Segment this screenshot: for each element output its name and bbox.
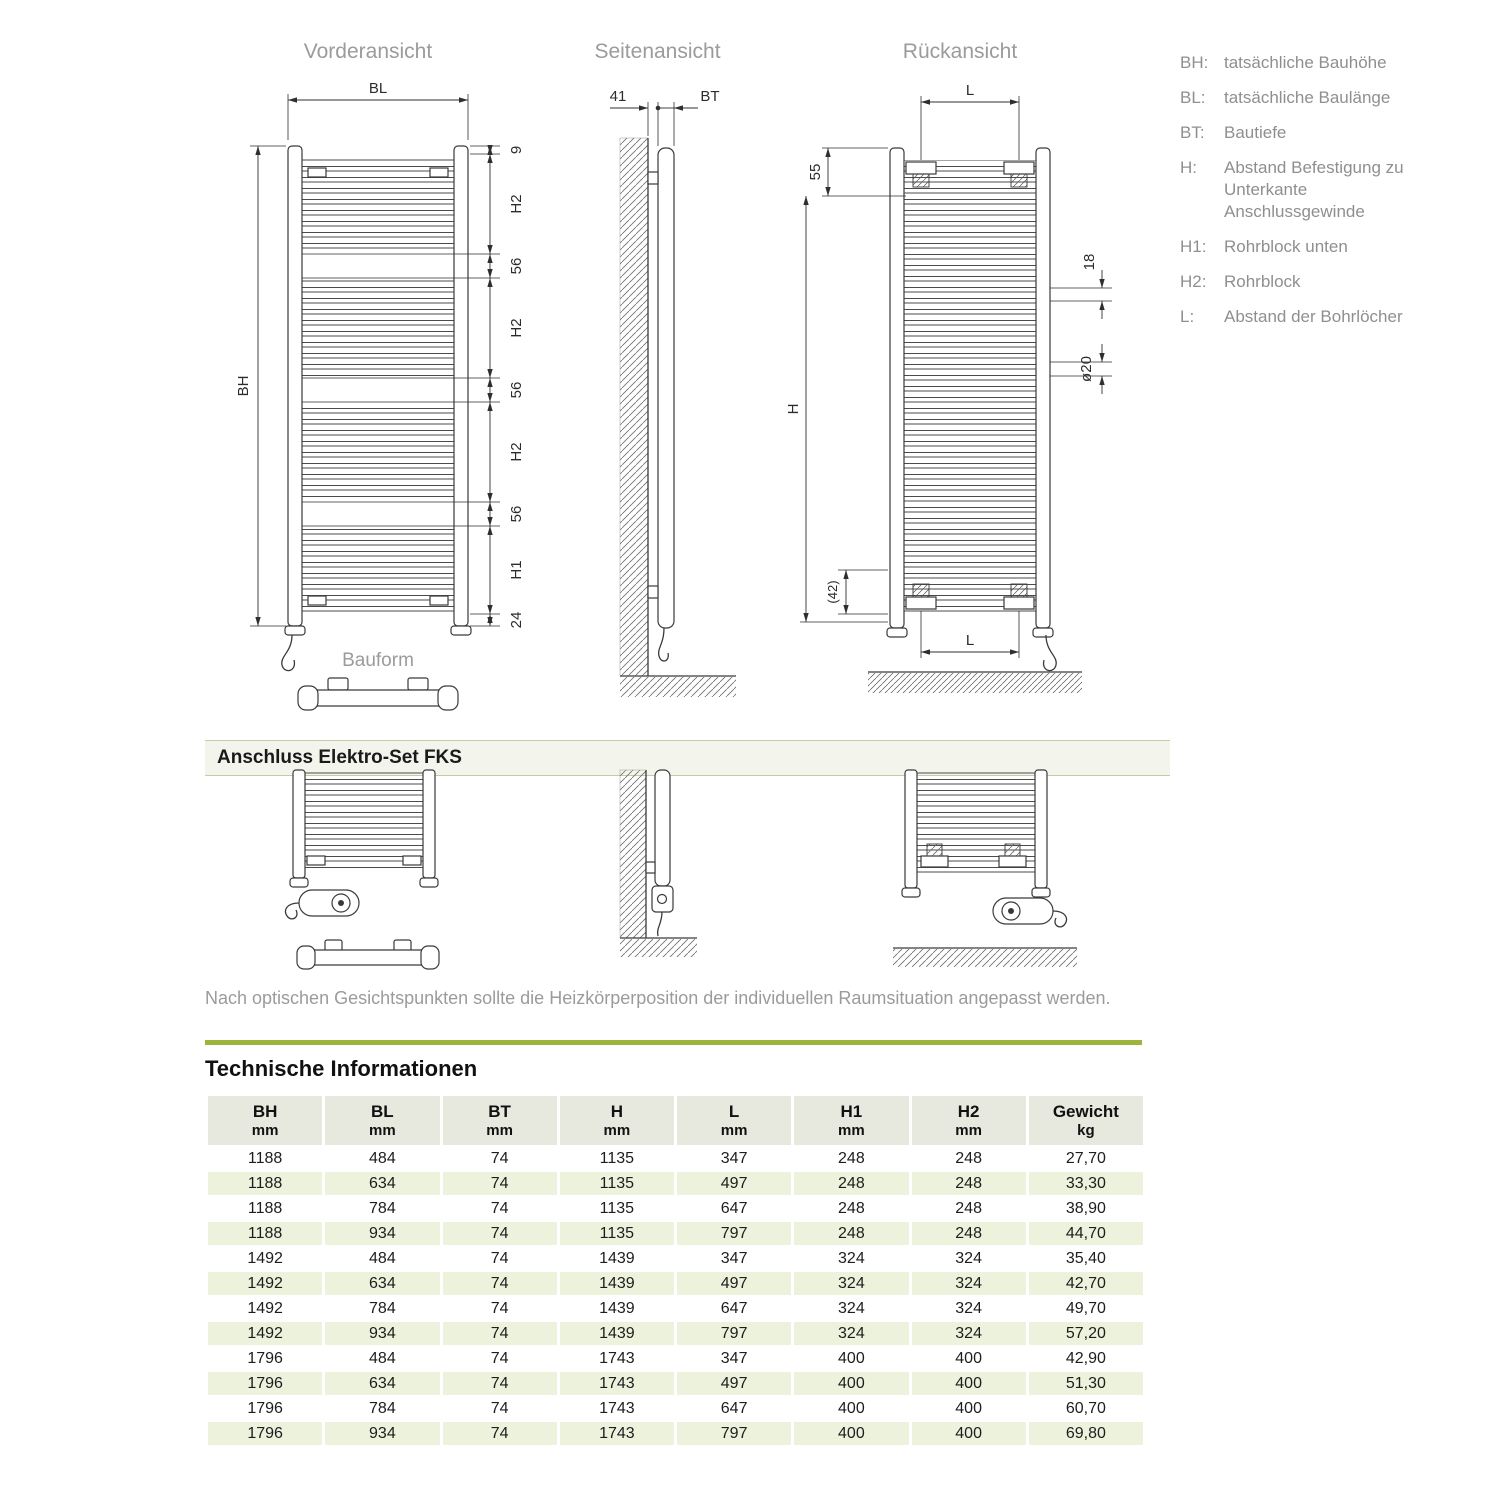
table-cell: 1439 <box>560 1322 674 1345</box>
table-cell: 400 <box>794 1397 908 1420</box>
table-cell: 934 <box>325 1322 439 1345</box>
table-cell: 1135 <box>560 1197 674 1220</box>
table-row <box>208 1347 1143 1370</box>
column-header: Gewicht kg <box>1029 1096 1143 1145</box>
svg-text:ø20: ø20 <box>1078 356 1095 382</box>
table-cell: 51,30 <box>1029 1372 1143 1395</box>
mounting-bracket <box>927 844 942 856</box>
table-cell: 324 <box>912 1297 1026 1320</box>
anschluss-title: Anschluss Elektro-Set FKS <box>217 747 462 768</box>
table-cell: 1492 <box>208 1247 322 1270</box>
elektro-side-drawing <box>620 770 697 957</box>
dim-bl <box>288 80 468 140</box>
dim-bh <box>235 146 286 626</box>
table-cell: 634 <box>325 1172 439 1195</box>
radiator-side-profile <box>648 148 674 661</box>
column-header: BL mm <box>325 1096 439 1145</box>
mounting-bracket <box>1011 584 1027 597</box>
svg-text:BL: BL <box>368 80 388 97</box>
front-view-title: Vorderansicht <box>303 40 433 63</box>
dim-dia20 <box>1050 344 1112 394</box>
legend-abbr: L: <box>1180 307 1195 326</box>
table-cell: 248 <box>794 1147 908 1170</box>
table-cell: 27,70 <box>1029 1147 1143 1170</box>
table-cell: 497 <box>677 1272 791 1295</box>
wall-section <box>620 138 736 697</box>
table-cell: 797 <box>677 1322 791 1345</box>
svg-text:H2: H2 <box>508 318 525 338</box>
legend-abbr: BL: <box>1180 88 1206 107</box>
table-cell: 74 <box>443 1247 557 1270</box>
svg-text:BH: BH <box>235 375 252 397</box>
element-cable <box>286 903 300 919</box>
elektro-set-drawings <box>205 778 1170 985</box>
table-cell: 324 <box>912 1272 1026 1295</box>
table-cell: 497 <box>677 1372 791 1395</box>
table-cell: 324 <box>794 1247 908 1270</box>
table-cell: 1135 <box>560 1172 674 1195</box>
side-view-title: Seitenansicht <box>594 40 721 63</box>
table-cell: 74 <box>443 1297 557 1320</box>
column-header: BH mm <box>208 1096 322 1145</box>
mounting-bracket <box>1011 174 1027 187</box>
table-cell: 38,90 <box>1029 1197 1143 1220</box>
svg-text:9: 9 <box>508 145 525 155</box>
table-head <box>208 1096 1143 1145</box>
table-cell: 484 <box>325 1247 439 1270</box>
table-cell: 1439 <box>560 1247 674 1270</box>
table-cell: 74 <box>443 1147 557 1170</box>
table-cell: 784 <box>325 1297 439 1320</box>
mounting-bracket <box>913 174 929 187</box>
front-view-drawing <box>228 66 530 734</box>
legend-text: Abstand der Bohrlöcher <box>1224 307 1403 326</box>
column-header: BT mm <box>443 1096 557 1145</box>
table-cell: 400 <box>794 1347 908 1370</box>
svg-text:41: 41 <box>609 88 627 105</box>
table-title: Technische Informationen <box>205 1056 478 1081</box>
mounting-bracket <box>913 584 929 597</box>
table-cell: 324 <box>794 1272 908 1295</box>
table-cell: 324 <box>794 1297 908 1320</box>
table-cell: 400 <box>912 1422 1026 1445</box>
table-row <box>208 1272 1143 1295</box>
table-cell: 400 <box>794 1372 908 1395</box>
table-cell: 248 <box>794 1172 908 1195</box>
table-cell: 1135 <box>560 1147 674 1170</box>
table-row <box>208 1322 1143 1345</box>
table-cell: 57,20 <box>1029 1322 1143 1345</box>
table-cell: 1188 <box>208 1172 322 1195</box>
table-cell: 484 <box>325 1347 439 1370</box>
table-cell: 248 <box>912 1197 1026 1220</box>
table-cell: 1188 <box>208 1147 322 1170</box>
table-row <box>208 1172 1143 1195</box>
table-cell: 400 <box>794 1422 908 1445</box>
legend-abbr: H2: <box>1180 272 1207 291</box>
table-row <box>208 1297 1143 1320</box>
table-cell: 33,30 <box>1029 1172 1143 1195</box>
table-cell: 400 <box>912 1347 1026 1370</box>
svg-text:56: 56 <box>508 381 525 399</box>
table-cell: 1796 <box>208 1372 322 1395</box>
table-cell: 400 <box>912 1397 1026 1420</box>
dim-18 <box>1050 254 1112 319</box>
power-cable <box>659 628 669 661</box>
table-cell: 1492 <box>208 1272 322 1295</box>
table-cell: 42,90 <box>1029 1347 1143 1370</box>
table-cell: 74 <box>443 1197 557 1220</box>
table-cell: 347 <box>677 1247 791 1270</box>
radiator-rear-body <box>887 148 1056 671</box>
dim-h <box>785 196 888 622</box>
table-cell: 1743 <box>560 1422 674 1445</box>
mounting-bracket <box>1005 844 1020 856</box>
table-cell: 248 <box>794 1222 908 1245</box>
legend-abbr: BT: <box>1180 123 1205 142</box>
table-cell: 324 <box>912 1247 1026 1270</box>
table-cell: 1796 <box>208 1347 322 1370</box>
legend-abbr: H1: <box>1180 237 1207 256</box>
floor-hatch <box>893 949 1077 967</box>
rear-view-title: Rückansicht <box>902 40 1018 63</box>
section-divider <box>205 1040 1142 1045</box>
power-cable <box>282 635 295 671</box>
floor-hatch <box>620 677 736 697</box>
table-cell: 60,70 <box>1029 1397 1143 1420</box>
table-cell: 647 <box>677 1297 791 1320</box>
table-cell: 69,80 <box>1029 1422 1143 1445</box>
table-cell: 1743 <box>560 1372 674 1395</box>
table-cell: 400 <box>912 1372 1026 1395</box>
side-view-drawing <box>580 66 750 716</box>
table-cell: 497 <box>677 1172 791 1195</box>
table-cell: 647 <box>677 1197 791 1220</box>
table-cell: 1439 <box>560 1297 674 1320</box>
dim-42 <box>825 570 888 614</box>
table-row <box>208 1222 1143 1245</box>
svg-text:24: 24 <box>508 611 525 629</box>
column-header: H1 mm <box>794 1096 908 1145</box>
table-cell: 347 <box>677 1347 791 1370</box>
svg-text:H: H <box>785 403 802 415</box>
table-body <box>208 1147 1143 1445</box>
table-cell: 248 <box>794 1197 908 1220</box>
table-row <box>208 1147 1143 1170</box>
svg-text:55: 55 <box>807 163 824 181</box>
position-note: Nach optischen Gesichtspunkten sollte die Heizkörperposition der individuellen Raumsituation angepasst werden. <box>205 988 1111 1008</box>
table-cell: 784 <box>325 1397 439 1420</box>
table-row <box>208 1422 1143 1445</box>
column-header: H mm <box>560 1096 674 1145</box>
svg-text:H2: H2 <box>508 442 525 462</box>
table-cell: 74 <box>443 1172 557 1195</box>
element-cable <box>1053 911 1067 927</box>
svg-text:L: L <box>965 632 975 649</box>
table-row <box>208 1247 1143 1270</box>
radiator-front-body <box>282 146 471 671</box>
table-cell: 1743 <box>560 1397 674 1420</box>
table-cell: 1492 <box>208 1322 322 1345</box>
table-cell: 1492 <box>208 1297 322 1320</box>
table-cell: 74 <box>443 1272 557 1295</box>
legend-text: tatsächliche Baulänge <box>1224 88 1391 107</box>
table-cell: 49,70 <box>1029 1297 1143 1320</box>
bauform-figure <box>298 650 458 710</box>
legend <box>1180 52 1448 328</box>
svg-text:56: 56 <box>508 505 525 523</box>
svg-text:L: L <box>965 82 975 99</box>
table-row <box>208 1397 1143 1420</box>
table-cell: 797 <box>677 1422 791 1445</box>
svg-text:56: 56 <box>508 257 525 275</box>
dim-l-top <box>921 82 1019 160</box>
floor-section <box>868 672 1082 693</box>
svg-text:H2: H2 <box>508 194 525 214</box>
legend-text: Rohrblock unten <box>1224 237 1348 256</box>
table-cell: 248 <box>912 1222 1026 1245</box>
svg-text:H1: H1 <box>508 560 525 580</box>
legend-text: Rohrblock <box>1224 272 1301 291</box>
table-cell: 74 <box>443 1422 557 1445</box>
column-header: L mm <box>677 1096 791 1145</box>
floor-hatch <box>620 939 697 957</box>
svg-text:(42): (42) <box>825 580 840 604</box>
table-cell: 1743 <box>560 1347 674 1370</box>
table-header-row <box>208 1096 1143 1145</box>
legend-text: Bautiefe <box>1224 123 1287 142</box>
power-cable <box>1044 635 1057 671</box>
table-cell: 797 <box>677 1222 791 1245</box>
legend-text: tatsächliche Bauhöhe <box>1224 53 1387 72</box>
table-cell: 42,70 <box>1029 1272 1143 1295</box>
table-cell: 1439 <box>560 1272 674 1295</box>
table-cell: 1796 <box>208 1397 322 1420</box>
tech-table <box>205 1094 1146 1447</box>
table-cell: 1188 <box>208 1222 322 1245</box>
table-cell: 324 <box>912 1322 1026 1345</box>
dim-l-bottom <box>921 611 1019 658</box>
element-cable <box>658 912 662 936</box>
rear-view-drawing <box>780 66 1115 716</box>
table-cell: 324 <box>794 1322 908 1345</box>
column-header: H2 mm <box>912 1096 1026 1145</box>
svg-text:18: 18 <box>1081 253 1098 271</box>
table-cell: 634 <box>325 1272 439 1295</box>
legend-abbr: BH: <box>1180 53 1209 72</box>
table-cell: 44,70 <box>1029 1222 1143 1245</box>
table-row <box>208 1197 1143 1220</box>
table-cell: 784 <box>325 1197 439 1220</box>
floor-hatch <box>868 673 1082 693</box>
table-cell: 1135 <box>560 1222 674 1245</box>
table-row <box>208 1372 1143 1395</box>
svg-text:BT: BT <box>700 88 720 105</box>
table-cell: 934 <box>325 1422 439 1445</box>
legend-text: Abstand Befestigung zu Unterkante Anschlussgewinde <box>1224 158 1404 221</box>
table-cell: 934 <box>325 1222 439 1245</box>
table-cell: 1796 <box>208 1422 322 1445</box>
dim-depth <box>610 88 720 146</box>
elektro-rear-drawing <box>893 770 1077 967</box>
elektro-front-drawing <box>286 770 440 969</box>
table-cell: 74 <box>443 1372 557 1395</box>
table-cell: 35,40 <box>1029 1247 1143 1270</box>
table-cell: 74 <box>443 1222 557 1245</box>
table-cell: 74 <box>443 1397 557 1420</box>
table-cell: 74 <box>443 1347 557 1370</box>
table-cell: 484 <box>325 1147 439 1170</box>
table-cell: 347 <box>677 1147 791 1170</box>
table-cell: 647 <box>677 1397 791 1420</box>
table-cell: 248 <box>912 1172 1026 1195</box>
table-cell: 1188 <box>208 1197 322 1220</box>
bauform-label: Bauform <box>342 650 414 671</box>
table-cell: 74 <box>443 1322 557 1345</box>
table-cell: 248 <box>912 1147 1026 1170</box>
table-cell: 634 <box>325 1372 439 1395</box>
legend-abbr: H: <box>1180 158 1197 177</box>
